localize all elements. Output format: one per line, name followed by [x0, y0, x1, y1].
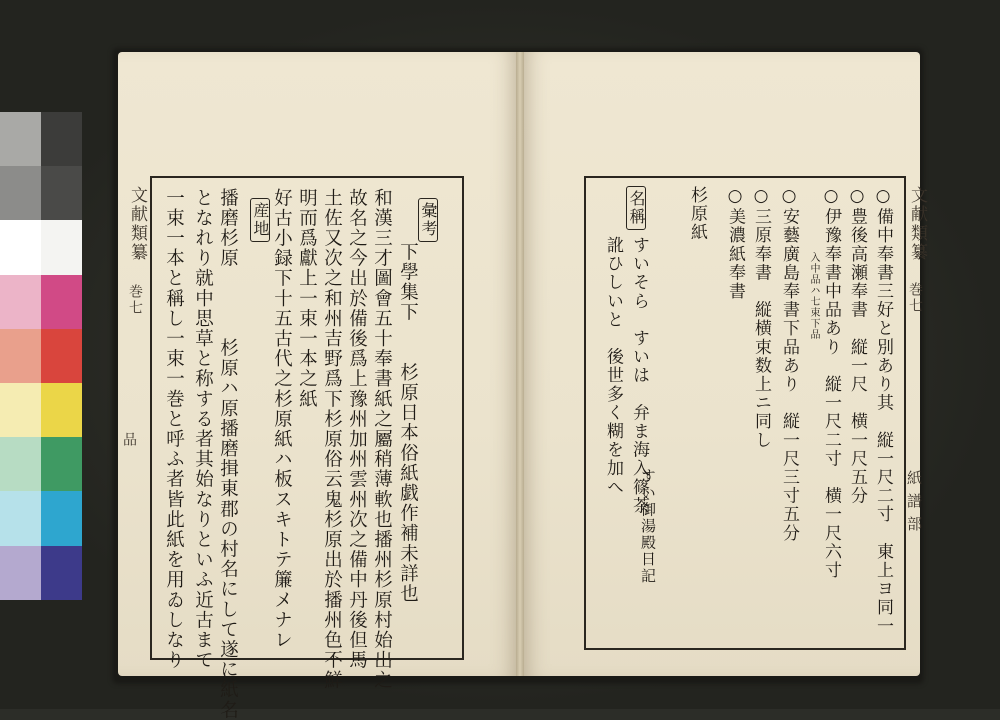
color-swatch	[41, 275, 82, 329]
right-column-9: 訛ひしいと 後世多く糊を加へ	[603, 236, 623, 497]
right-column-7: 杉原紙	[687, 186, 707, 242]
color-swatch	[41, 383, 82, 437]
right-column-10: すい御湯殿日記	[639, 468, 657, 585]
color-swatch	[0, 491, 41, 545]
color-calibration-card	[0, 112, 82, 600]
book-gutter	[516, 52, 524, 676]
right-column-1: ○備中奉書三好と別あり其 縦一尺二寸 東上ヨ同一	[873, 186, 893, 636]
right-margin-section: 紙譜部	[905, 470, 923, 539]
color-swatch	[0, 112, 41, 166]
left-column-10: 一束一本と稱し一束一巻と呼ふ者皆此紙を用ゐしなり	[163, 188, 185, 671]
color-swatch	[41, 220, 82, 274]
label-meisho: 名稱	[626, 186, 646, 230]
left-column-5: 明而爲獻上一束一本之紙	[296, 188, 318, 410]
color-swatch	[0, 220, 41, 274]
left-column-4: 土佐又次之和州吉野爲下杉原俗云鬼杉原出於播州色不鮮	[321, 188, 343, 691]
left-column-1: 下學集下 杉原日本俗紙戯作補未詳也	[397, 242, 419, 604]
right-column-3: ○伊豫奉書中品あり 縦一尺二寸 横一尺六寸	[821, 186, 841, 580]
left-margin-volume: 巻七	[127, 284, 143, 316]
right-column-6: ○美濃紙奉書	[725, 186, 745, 301]
right-column-3-note: 入中品ハ七束下品	[808, 252, 819, 340]
color-swatch	[41, 112, 82, 166]
color-swatch	[0, 166, 41, 220]
left-column-2: 和漢三才圖會五十奉書紙之屬稍薄軟也播州杉原村始出之	[371, 188, 393, 691]
left-column-9: となれり就中思草と称する者其始なりといふ近古まて	[192, 188, 214, 671]
right-column-5: ○三原奉書 縦横束数上ニ同し	[751, 186, 771, 450]
right-column-8: すいそら すいは 弁ま海入篠茶	[629, 236, 649, 515]
left-column-6: 好古小録下十五古代之杉原紙ハ板スキトテ簾メナレ	[271, 188, 293, 651]
color-swatch	[0, 329, 41, 383]
color-swatch	[0, 383, 41, 437]
color-swatch	[0, 275, 41, 329]
right-margin-volume: 巻七	[907, 282, 923, 314]
color-swatch	[41, 437, 82, 491]
left-column-7: 播磨杉原	[217, 188, 239, 269]
right-column-4: ○安藝廣島奉書下品あり 縦一尺三寸五分	[779, 186, 799, 543]
color-swatch	[0, 546, 41, 600]
color-swatch	[41, 491, 82, 545]
right-margin-title: 文献類纂	[907, 186, 927, 262]
color-swatch	[41, 546, 82, 600]
right-column-2: ○豊後高瀬奉書 縦一尺 横一尺五分	[847, 186, 867, 506]
color-swatch	[41, 166, 82, 220]
left-column-8: 杉原ハ原播磨揖東郡の村名にして遂に紙名	[217, 298, 239, 720]
color-swatch	[0, 437, 41, 491]
label-ryoko: 彙考	[418, 198, 438, 242]
label-sanchi: 産地	[250, 198, 270, 242]
color-swatch	[41, 329, 82, 383]
left-margin-title: 文献類纂	[127, 186, 147, 262]
left-margin-bottom: 品	[121, 432, 137, 448]
left-column-3: 故名之今出於備後爲上豫州加州雲州次之備中丹後但馬	[346, 188, 368, 671]
